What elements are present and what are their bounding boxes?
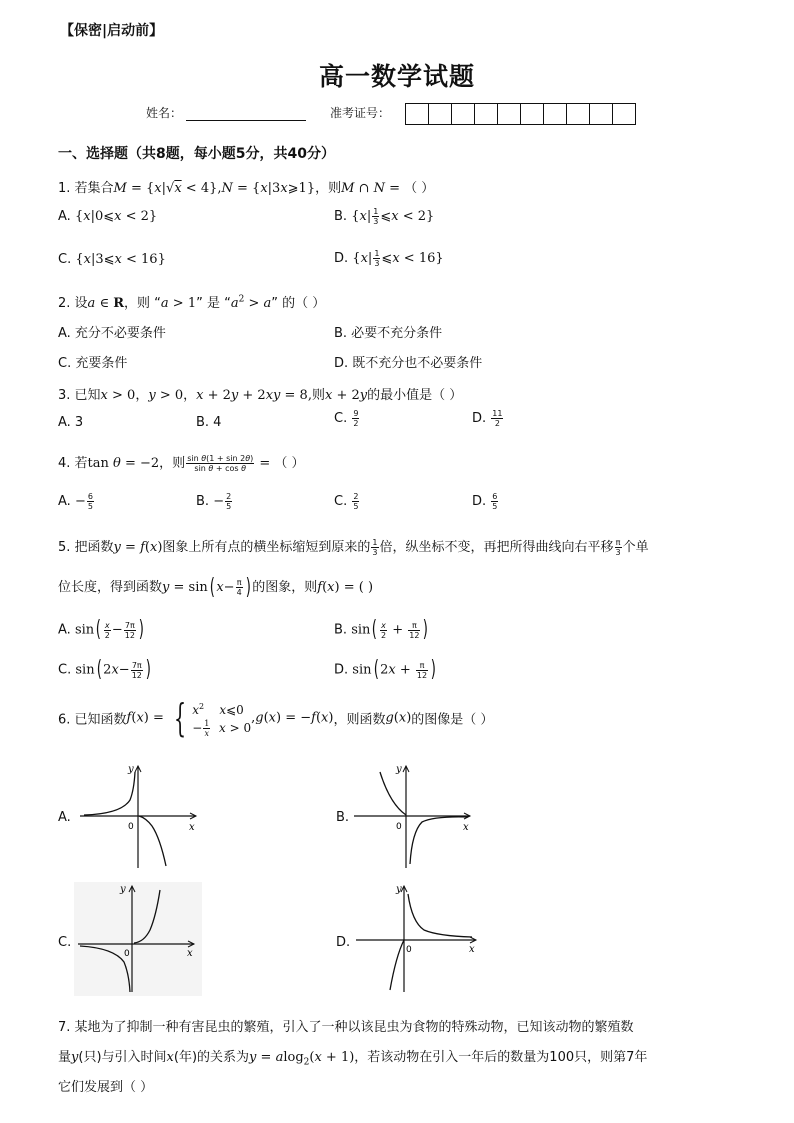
q6-option-d-label: D.: [336, 935, 351, 950]
axis-x-label: x: [463, 822, 469, 833]
q3-option-c: C. $\frac{9}{2}$: [334, 409, 359, 428]
q6-graph-b: [350, 760, 480, 870]
question-4-stem: 4. 若tan θ = −2，则 $\frac{\text{sin θ(1 + sin 2θ)}}{\text{sin θ + cos θ}}$ = （ ）: [58, 454, 305, 473]
q2-option-d: D. 既不充分也不必要条件: [334, 356, 483, 371]
q1-option-a: A. {x|0⩽x < 2}: [58, 209, 158, 224]
q5-option-c: C. sin( 2x− $\frac{7\pi}{12}$ ): [58, 657, 151, 682]
q6-option-c-label: C.: [58, 935, 72, 950]
q4-option-a: A. − $\frac{6}{5}$: [58, 492, 93, 511]
question-7-line1: 7. 某地为了抑制一种有害昆虫的繁殖，引入了一种以该昆虫为食物的特殊动物，已知该动物的繁殖数: [58, 1020, 634, 1035]
q3-option-b: B. 4: [196, 415, 222, 430]
axis-y-label: y: [396, 884, 402, 895]
exam-id-label: 准考证号：: [330, 106, 391, 120]
axis-y-label: y: [120, 884, 126, 895]
axis-x-label: x: [189, 822, 195, 833]
name-field: [146, 104, 306, 121]
q6-option-a-label: A.: [58, 810, 71, 825]
question-7-line2: 量y(只)与引入时间x(年)的关系为y = alog$_2$(x + 1)，若该动物在引入一年后的数量为100只，则第7年: [58, 1050, 648, 1068]
origin-label: 0: [128, 822, 134, 832]
q4-option-c: C. $\frac{2}{5}$: [334, 492, 359, 511]
exam-id-boxes: [405, 103, 636, 125]
q2-option-c: C. 充要条件: [58, 356, 128, 371]
q4-option-b: B. − $\frac{2}{5}$: [196, 492, 232, 511]
question-3-stem: 3. 已知x > 0，y > 0，x + 2y + 2xy = 8,则x + 2y的最小值是（ ）: [58, 388, 463, 403]
axis-y-label: y: [128, 764, 134, 775]
name-underline: [186, 108, 306, 121]
question-2-stem: 2. 设a ∈ R，则 “a > 1” 是 “$a^2 > a$” 的（ ）: [58, 294, 326, 311]
q6-graph-a: [76, 760, 206, 870]
q3-option-a: A. 3: [58, 415, 84, 430]
q3-option-d: D. $\frac{11}{2}$: [472, 409, 503, 428]
q6-option-b-label: B.: [336, 810, 350, 825]
confidential-tag: 【保密|启动前】: [60, 23, 164, 39]
q6-graph-c: [74, 882, 202, 996]
q5-option-d: D. sin( 2x + $\frac{\pi}{12}$ ): [334, 657, 436, 682]
q1-option-d: D. {x| $\frac{1}{3}$ ⩽x < 16}: [334, 249, 444, 268]
q1-option-b: B. {x| $\frac{1}{3}$ ⩽x < 2}: [334, 207, 435, 226]
question-6-stem: 6. 已知函数f(x) = { $x^2$ x⩽0 − $\frac{1}{x}$ x > 0 ,g(x) = −f(x)，则函数g(x)的图像是（ ）: [58, 696, 494, 740]
q5-option-b: B. sin( $\frac{x}{2}$ + $\frac{\pi}{12}$ ): [334, 617, 429, 642]
axis-y-label: y: [396, 764, 402, 775]
name-label: 姓名：: [146, 106, 183, 120]
question-5-line1: 5. 把函数y = f(x)图象上所有点的横坐标缩短到原来的 $\frac{1}{3}$ 倍，纵坐标不变，再把所得曲线向右平移 $\frac{\pi}{3}$ 个单: [58, 538, 649, 557]
question-1-stem: 1. 若集合M = {x|√x < 4},N = {x|3x⩾1}，则M ∩ N = （ ）: [58, 181, 435, 196]
q1-option-c: C. {x|3⩽x < 16}: [58, 252, 166, 267]
origin-label: 0: [406, 945, 412, 955]
section-heading: 一、选择题（共8题，每小题5分，共40分）: [58, 146, 335, 162]
q6-graph-d: [352, 882, 482, 996]
q2-option-a: A. 充分不必要条件: [58, 326, 166, 341]
origin-label: 0: [396, 822, 402, 832]
origin-label: 0: [124, 949, 130, 959]
q2-option-b: B. 必要不充分条件: [334, 326, 443, 341]
q5-option-a: A. sin( $\frac{x}{2}$ − $\frac{7\pi}{12}$ ): [58, 617, 144, 642]
page-title: 高一数学试题: [318, 62, 475, 91]
axis-x-label: x: [187, 948, 193, 959]
question-5-line2: 位长度，得到函数y = sin( x− $\frac{\pi}{4}$ ) 的图象，则f(x) = ( ): [58, 574, 374, 600]
question-7-line3: 它们发展到（ ）: [58, 1080, 154, 1095]
q4-option-d: D. $\frac{6}{5}$: [472, 492, 498, 511]
axis-x-label: x: [469, 944, 475, 955]
